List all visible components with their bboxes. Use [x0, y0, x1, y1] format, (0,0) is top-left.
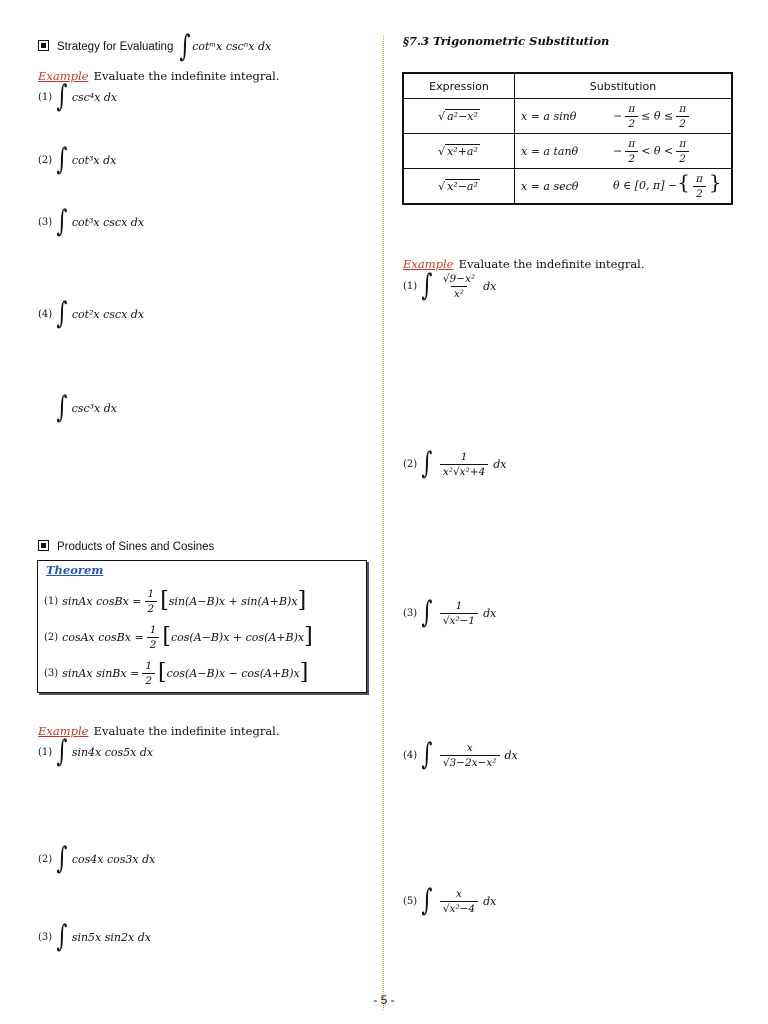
example1-item-1: (1) ∫ csc⁴x dx: [38, 79, 118, 114]
square-bullet-icon: [38, 540, 49, 551]
theorem-box: [37, 560, 367, 693]
square-bullet-icon: [38, 40, 49, 51]
example-heading-3: Example Evaluate the indefinite integral.: [403, 257, 645, 271]
example3-item-4: (4) ∫ $\frac{x}{\text{√3−2x−x²}}$ dx: [403, 737, 518, 772]
example1-item-3: (3) ∫ cot³x cscx dx: [38, 204, 145, 239]
table-row: √ x²+a² x = a tanθ − $\frac{\pi}{2}$ < θ < $\frac{\pi}{2}$: [403, 134, 732, 169]
table-row: √ x²−a² x = a secθ θ ∈ [0, π] −{ $\frac{\pi}{2}$ }: [403, 169, 732, 205]
integral-sign: ∫: [178, 29, 190, 64]
theorem-line-2: (2) cosAx cosBx = $\frac{1}{2}$ [ cos(A−B)x + cos(A+B)x ]: [44, 623, 313, 651]
example3-item-2: (2) ∫ $\frac{1}{\text{x²√x²+4}}$ dx: [403, 446, 507, 481]
strategy-heading: Strategy for Evaluating ∫ cotᵐx cscⁿx dx: [38, 32, 271, 62]
example1-item-5: ∫ csc³x dx: [56, 390, 117, 425]
example3-item-3: (3) ∫ $\frac{1}{\text{√x²−1}}$ dx: [403, 595, 497, 630]
table-row: √ a²−x² x = a sinθ − $\frac{\pi}{2}$ ≤ θ ≤ $\frac{\pi}{2}$: [403, 99, 732, 134]
theorem-label: Theorem: [46, 563, 104, 577]
theorem-line-3: (3) sinAx sinBx = $\frac{1}{2}$ [ cos(A−B)x − cos(A+B)x ]: [44, 659, 309, 687]
example1-item-2: (2) ∫ cot³x dx: [38, 142, 117, 177]
column-divider: [383, 35, 384, 1010]
example3-item-5: (5) ∫ $\frac{x}{\text{√x²−4}}$ dx: [403, 883, 497, 918]
table-header-expression: Expression: [403, 73, 515, 99]
example3-item-1: (1) ∫ $\frac{\text{√9−x²}}{\text{x²}}$ dx: [403, 268, 497, 303]
page-number: - 5 -: [373, 993, 395, 1007]
example2-item-1: (1) ∫ sin4x cos5x dx: [38, 734, 154, 769]
section-title: §7.3 Trigonometric Substitution: [403, 34, 610, 48]
theorem-line-1: (1) sinAx cosBx = $\frac{1}{2}$ [ sin(A−B)x + sin(A+B)x ]: [44, 587, 307, 615]
example1-item-4: (4) ∫ cot²x cscx dx: [38, 296, 145, 331]
example-heading-1: Example Evaluate the indefinite integral.: [38, 69, 280, 83]
example-heading-2: Example Evaluate the indefinite integral.: [38, 724, 280, 738]
products-heading: Products of Sines and Cosines: [38, 540, 214, 553]
example2-item-2: (2) ∫ cos4x cos3x dx: [38, 841, 156, 876]
substitution-table: [402, 72, 733, 205]
table-header-substitution: Substitution: [515, 73, 733, 99]
example2-item-3: (3) ∫ sin5x sin2x dx: [38, 919, 151, 954]
